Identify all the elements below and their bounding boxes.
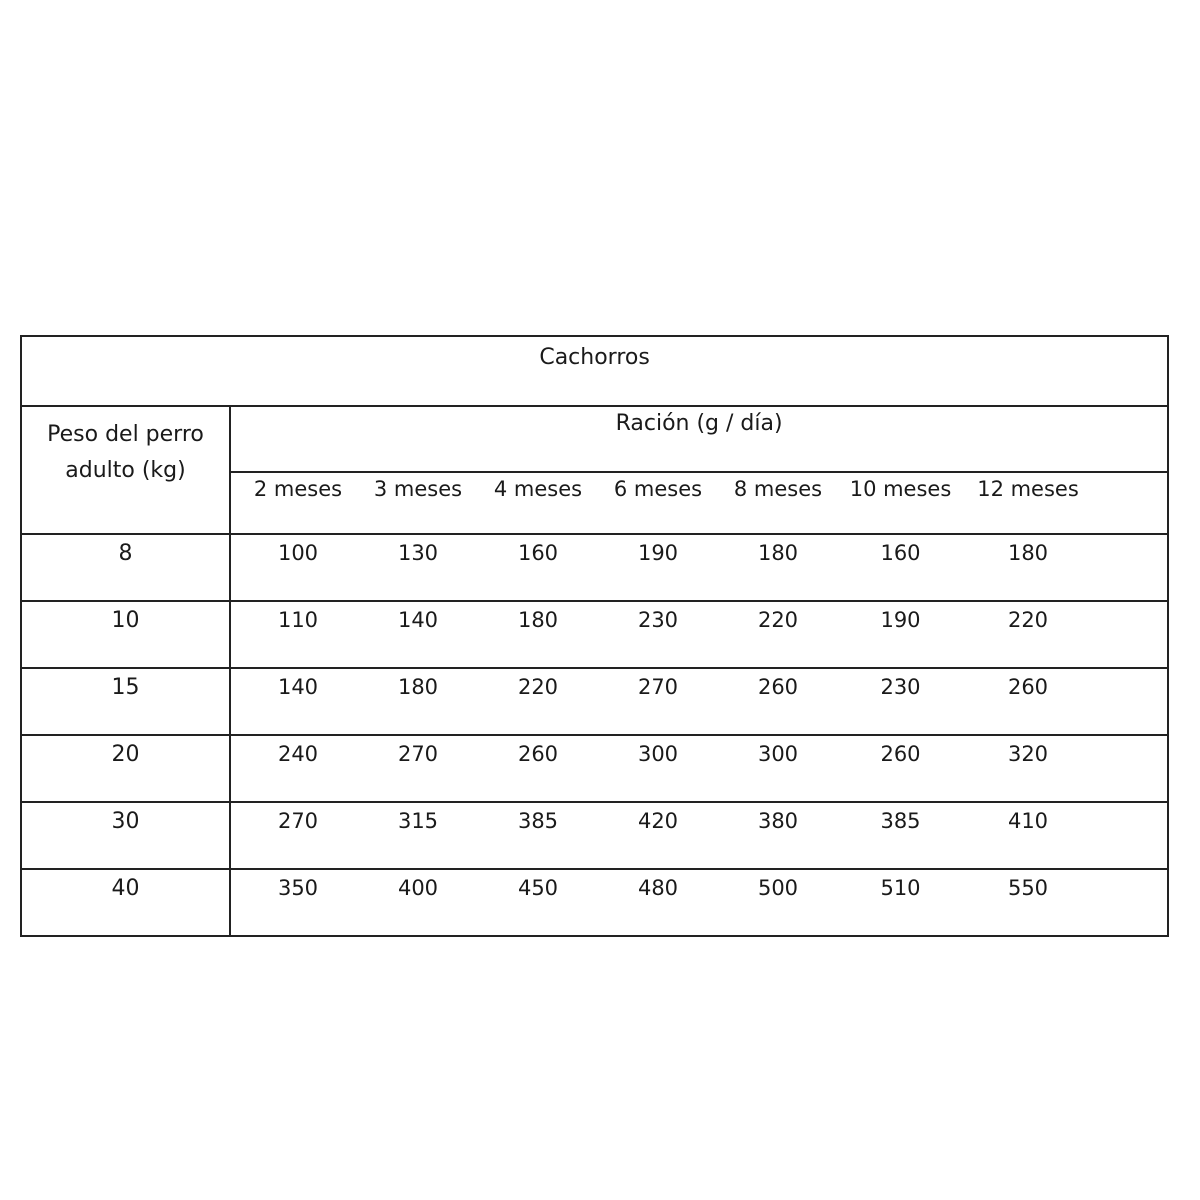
ration-cell: 320 <box>963 735 1093 802</box>
ration-cell: 270 <box>598 668 718 735</box>
weight-cell: 15 <box>21 668 230 735</box>
ration-cell: 230 <box>838 668 963 735</box>
cell-spacer <box>230 735 238 802</box>
month-header: 6 meses <box>598 472 718 534</box>
table-row <box>21 668 1168 735</box>
ration-cell: 260 <box>718 668 838 735</box>
ration-header: Ración (g / día) <box>230 406 1168 472</box>
ration-cell: 510 <box>838 869 963 936</box>
table-row <box>21 869 1168 936</box>
cell-spacer <box>1093 802 1168 869</box>
ration-cell: 220 <box>718 601 838 668</box>
ration-cell: 230 <box>598 601 718 668</box>
ration-cell: 220 <box>478 668 598 735</box>
ration-cell: 500 <box>718 869 838 936</box>
ration-cell: 140 <box>238 668 358 735</box>
ration-cell: 410 <box>963 802 1093 869</box>
ration-cell: 260 <box>963 668 1093 735</box>
table-row <box>21 534 1168 601</box>
ration-cell: 130 <box>358 534 478 601</box>
ration-cell: 380 <box>718 802 838 869</box>
weight-cell: 20 <box>21 735 230 802</box>
ration-cell: 270 <box>358 735 478 802</box>
table-row <box>21 601 1168 668</box>
month-spacer <box>1093 472 1168 534</box>
ration-cell: 180 <box>358 668 478 735</box>
cell-spacer <box>1093 869 1168 936</box>
ration-cell: 260 <box>478 735 598 802</box>
ration-cell: 180 <box>963 534 1093 601</box>
cell-spacer <box>230 668 238 735</box>
cell-spacer <box>230 601 238 668</box>
weight-cell: 30 <box>21 802 230 869</box>
ration-cell: 100 <box>238 534 358 601</box>
month-header: 10 meses <box>838 472 963 534</box>
ration-cell: 240 <box>238 735 358 802</box>
month-spacer <box>230 472 238 534</box>
ration-cell: 140 <box>358 601 478 668</box>
cell-spacer <box>1093 534 1168 601</box>
title-row <box>21 336 1168 406</box>
ration-cell: 450 <box>478 869 598 936</box>
month-header: 4 meses <box>478 472 598 534</box>
ration-cell: 480 <box>598 869 718 936</box>
ration-cell: 180 <box>478 601 598 668</box>
ration-cell: 550 <box>963 869 1093 936</box>
ration-cell: 420 <box>598 802 718 869</box>
cell-spacer <box>1093 668 1168 735</box>
month-header: 2 meses <box>238 472 358 534</box>
weight-cell: 8 <box>21 534 230 601</box>
ration-cell: 260 <box>838 735 963 802</box>
weight-header-line2: adulto (kg) <box>65 458 186 483</box>
weight-column-header <box>21 406 230 534</box>
ration-header-row <box>21 406 1168 472</box>
ration-cell: 300 <box>598 735 718 802</box>
ration-cell: 300 <box>718 735 838 802</box>
month-header: 8 meses <box>718 472 838 534</box>
cell-spacer <box>230 534 238 601</box>
weight-cell: 10 <box>21 601 230 668</box>
table-row <box>21 802 1168 869</box>
cell-spacer <box>230 869 238 936</box>
ration-cell: 190 <box>838 601 963 668</box>
table-row <box>21 735 1168 802</box>
month-header: 12 meses <box>963 472 1093 534</box>
ration-cell: 400 <box>358 869 478 936</box>
ration-cell: 160 <box>478 534 598 601</box>
cell-spacer <box>230 802 238 869</box>
ration-cell: 110 <box>238 601 358 668</box>
ration-cell: 190 <box>598 534 718 601</box>
table-title: Cachorros <box>21 336 1168 406</box>
weight-cell: 40 <box>21 869 230 936</box>
ration-cell: 350 <box>238 869 358 936</box>
ration-cell: 270 <box>238 802 358 869</box>
ration-cell: 160 <box>838 534 963 601</box>
cell-spacer <box>1093 601 1168 668</box>
cell-spacer <box>1093 735 1168 802</box>
month-header: 3 meses <box>358 472 478 534</box>
ration-cell: 220 <box>963 601 1093 668</box>
ration-cell: 180 <box>718 534 838 601</box>
ration-cell: 385 <box>478 802 598 869</box>
feeding-table <box>20 335 1169 937</box>
ration-cell: 385 <box>838 802 963 869</box>
weight-header-line1: Peso del perro <box>47 422 204 447</box>
ration-cell: 315 <box>358 802 478 869</box>
